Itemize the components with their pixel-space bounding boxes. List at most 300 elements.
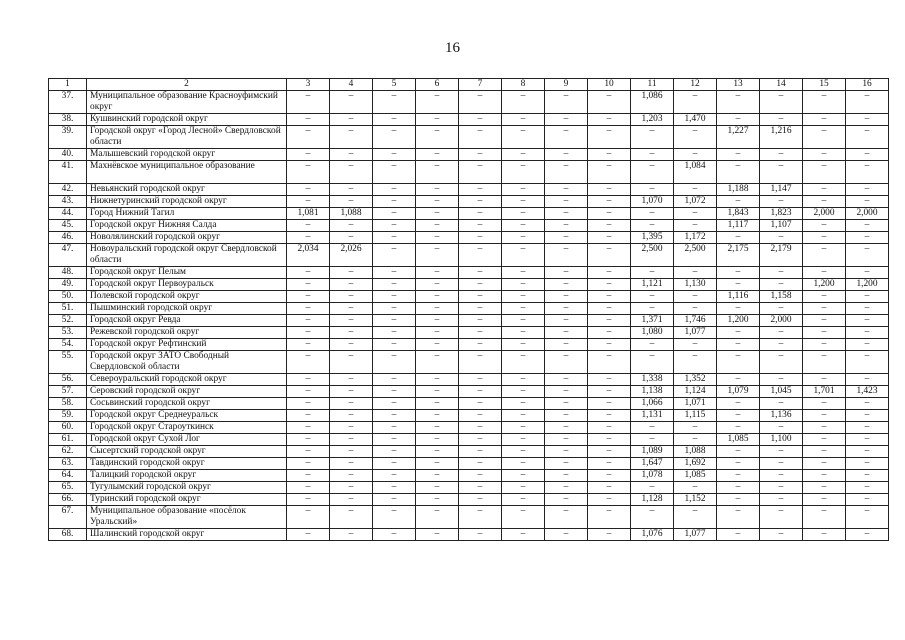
value-cell: 1,086 xyxy=(631,91,674,114)
value-cell: – xyxy=(416,244,459,267)
table-row xyxy=(49,91,889,114)
table-row xyxy=(49,422,889,434)
value-cell: – xyxy=(846,267,889,279)
table-row xyxy=(49,232,889,244)
value-cell: – xyxy=(502,446,545,458)
row-number: 66. xyxy=(49,494,87,506)
column-header: 11 xyxy=(631,79,674,91)
value-cell: – xyxy=(846,351,889,374)
value-cell: – xyxy=(674,422,717,434)
value-cell: – xyxy=(760,196,803,208)
column-header: 4 xyxy=(330,79,373,91)
value-cell: – xyxy=(416,303,459,315)
municipality-name: Нижнетуринский городской округ xyxy=(87,196,287,208)
value-cell: – xyxy=(545,114,588,126)
table-row xyxy=(49,315,889,327)
value-cell: – xyxy=(330,126,373,149)
value-cell: – xyxy=(803,446,846,458)
value-cell: – xyxy=(373,267,416,279)
value-cell: – xyxy=(416,374,459,386)
value-cell: – xyxy=(373,91,416,114)
value-cell: – xyxy=(330,422,373,434)
table-row xyxy=(49,220,889,232)
row-number: 65. xyxy=(49,482,87,494)
value-cell: 1,124 xyxy=(674,386,717,398)
page-number: 16 xyxy=(445,40,460,56)
value-cell: – xyxy=(588,114,631,126)
column-header: 15 xyxy=(803,79,846,91)
value-cell: – xyxy=(588,303,631,315)
value-cell: – xyxy=(287,422,330,434)
value-cell: – xyxy=(588,386,631,398)
value-cell: 1,070 xyxy=(631,196,674,208)
value-cell: – xyxy=(416,149,459,161)
value-cell: – xyxy=(631,482,674,494)
value-cell: 1,107 xyxy=(760,220,803,232)
value-cell: 1,084 xyxy=(674,161,717,184)
value-cell: – xyxy=(416,529,459,541)
municipality-name: Махнёвское муниципальное образование xyxy=(87,161,287,184)
value-cell: 1,115 xyxy=(674,410,717,422)
value-cell: 2,175 xyxy=(717,244,760,267)
table-row xyxy=(49,291,889,303)
value-cell: – xyxy=(545,398,588,410)
value-cell: – xyxy=(330,470,373,482)
value-cell: – xyxy=(287,279,330,291)
municipality-name: Режевской городской округ xyxy=(87,327,287,339)
value-cell: – xyxy=(846,434,889,446)
value-cell: 1,100 xyxy=(760,434,803,446)
value-cell: – xyxy=(674,303,717,315)
value-cell: – xyxy=(631,149,674,161)
value-cell: – xyxy=(803,506,846,529)
value-cell: – xyxy=(373,279,416,291)
value-cell: 2,026 xyxy=(330,244,373,267)
row-number: 55. xyxy=(49,351,87,374)
value-cell: 1,200 xyxy=(717,315,760,327)
value-cell: 1,121 xyxy=(631,279,674,291)
value-cell: – xyxy=(502,410,545,422)
value-cell: – xyxy=(416,220,459,232)
value-cell: – xyxy=(459,161,502,184)
value-cell: – xyxy=(717,232,760,244)
value-cell: – xyxy=(459,220,502,232)
value-cell: – xyxy=(287,339,330,351)
value-cell: – xyxy=(459,529,502,541)
table-row xyxy=(49,398,889,410)
value-cell: – xyxy=(416,339,459,351)
value-cell: – xyxy=(846,446,889,458)
value-cell: 2,000 xyxy=(846,208,889,220)
value-cell: – xyxy=(373,303,416,315)
value-cell: – xyxy=(330,327,373,339)
column-header: 2 xyxy=(87,79,287,91)
value-cell: – xyxy=(502,374,545,386)
value-cell: 1,071 xyxy=(674,398,717,410)
municipality-name: Городской округ Сухой Лог xyxy=(87,434,287,446)
value-cell: – xyxy=(846,196,889,208)
value-cell: – xyxy=(674,126,717,149)
value-cell: – xyxy=(545,267,588,279)
table-row xyxy=(49,446,889,458)
value-cell: – xyxy=(846,184,889,196)
value-cell: – xyxy=(631,126,674,149)
value-cell: 1,371 xyxy=(631,315,674,327)
value-cell: – xyxy=(373,291,416,303)
value-cell: – xyxy=(545,184,588,196)
value-cell: 1,085 xyxy=(717,434,760,446)
value-cell: 2,179 xyxy=(760,244,803,267)
column-header: 16 xyxy=(846,79,889,91)
value-cell: – xyxy=(803,184,846,196)
value-cell: – xyxy=(287,149,330,161)
value-cell: – xyxy=(416,386,459,398)
value-cell: – xyxy=(545,149,588,161)
municipality-name: Сысертский городской округ xyxy=(87,446,287,458)
value-cell: – xyxy=(760,339,803,351)
value-cell: – xyxy=(459,410,502,422)
value-cell: – xyxy=(502,232,545,244)
value-cell: 1,066 xyxy=(631,398,674,410)
value-cell: – xyxy=(803,327,846,339)
value-cell: – xyxy=(459,422,502,434)
value-cell: – xyxy=(373,196,416,208)
municipality-name: Пышминский городской округ xyxy=(87,303,287,315)
value-cell: – xyxy=(846,482,889,494)
value-cell: – xyxy=(287,315,330,327)
value-cell: – xyxy=(502,161,545,184)
value-cell: – xyxy=(459,351,502,374)
table-row xyxy=(49,434,889,446)
value-cell: – xyxy=(803,482,846,494)
row-number: 54. xyxy=(49,339,87,351)
row-number: 56. xyxy=(49,374,87,386)
value-cell: – xyxy=(717,458,760,470)
table-row xyxy=(49,244,889,267)
value-cell: – xyxy=(588,494,631,506)
value-cell: – xyxy=(287,126,330,149)
value-cell: – xyxy=(459,232,502,244)
value-cell: 1,076 xyxy=(631,529,674,541)
value-cell: – xyxy=(330,291,373,303)
value-cell: – xyxy=(287,386,330,398)
column-header: 5 xyxy=(373,79,416,91)
value-cell: – xyxy=(588,327,631,339)
value-cell: – xyxy=(287,494,330,506)
value-cell: – xyxy=(416,422,459,434)
value-cell: – xyxy=(416,208,459,220)
value-cell: – xyxy=(459,267,502,279)
municipality-name: Городской округ Нижняя Салда xyxy=(87,220,287,232)
value-cell: – xyxy=(330,220,373,232)
municipality-name: Городской округ Среднеуральск xyxy=(87,410,287,422)
value-cell: – xyxy=(803,126,846,149)
row-number: 46. xyxy=(49,232,87,244)
value-cell: – xyxy=(416,434,459,446)
value-cell: – xyxy=(760,279,803,291)
value-cell: – xyxy=(330,184,373,196)
municipality-name: Кушвинский городской округ xyxy=(87,114,287,126)
value-cell: 1,395 xyxy=(631,232,674,244)
row-number: 64. xyxy=(49,470,87,482)
value-cell: – xyxy=(717,279,760,291)
column-header: 9 xyxy=(545,79,588,91)
value-cell: – xyxy=(717,422,760,434)
value-cell: – xyxy=(416,327,459,339)
value-cell: – xyxy=(846,470,889,482)
value-cell: – xyxy=(330,114,373,126)
row-number: 57. xyxy=(49,386,87,398)
value-cell: – xyxy=(373,494,416,506)
value-cell: – xyxy=(545,529,588,541)
value-cell: – xyxy=(330,232,373,244)
value-cell: 1,338 xyxy=(631,374,674,386)
value-cell: – xyxy=(631,184,674,196)
value-cell: – xyxy=(416,232,459,244)
value-cell: – xyxy=(803,232,846,244)
value-cell: 1,701 xyxy=(803,386,846,398)
value-cell: – xyxy=(631,422,674,434)
value-cell: 1,692 xyxy=(674,458,717,470)
table-row xyxy=(49,114,889,126)
value-cell: 1,147 xyxy=(760,184,803,196)
value-cell: – xyxy=(545,220,588,232)
table-row xyxy=(49,470,889,482)
value-cell: 1,470 xyxy=(674,114,717,126)
value-cell: 1,138 xyxy=(631,386,674,398)
value-cell: – xyxy=(287,470,330,482)
value-cell: – xyxy=(631,267,674,279)
value-cell: – xyxy=(846,410,889,422)
value-cell: – xyxy=(545,470,588,482)
value-cell: – xyxy=(287,161,330,184)
value-cell: – xyxy=(287,267,330,279)
value-cell: 1,117 xyxy=(717,220,760,232)
row-number: 50. xyxy=(49,291,87,303)
value-cell: – xyxy=(416,446,459,458)
value-cell: – xyxy=(588,161,631,184)
row-number: 38. xyxy=(49,114,87,126)
value-cell: – xyxy=(674,506,717,529)
value-cell: 1,079 xyxy=(717,386,760,398)
municipality-name: Городской округ Староуткинск xyxy=(87,422,287,434)
value-cell: – xyxy=(287,232,330,244)
value-cell: – xyxy=(545,126,588,149)
value-cell: – xyxy=(717,410,760,422)
value-cell: – xyxy=(846,529,889,541)
table-row xyxy=(49,494,889,506)
value-cell: – xyxy=(287,220,330,232)
value-cell: 2,500 xyxy=(674,244,717,267)
value-cell: – xyxy=(330,529,373,541)
value-cell: – xyxy=(373,470,416,482)
value-cell: – xyxy=(287,434,330,446)
value-cell: – xyxy=(846,149,889,161)
municipality-name: Муниципальное образование Красноуфимский округ xyxy=(87,91,287,114)
value-cell: – xyxy=(330,410,373,422)
value-cell: – xyxy=(717,470,760,482)
value-cell: 1,078 xyxy=(631,470,674,482)
value-cell: – xyxy=(502,327,545,339)
value-cell: – xyxy=(631,434,674,446)
value-cell: – xyxy=(760,327,803,339)
value-cell: – xyxy=(373,232,416,244)
value-cell: – xyxy=(631,351,674,374)
value-cell: – xyxy=(416,351,459,374)
table-row xyxy=(49,327,889,339)
value-cell: – xyxy=(717,327,760,339)
value-cell: – xyxy=(803,267,846,279)
value-cell: – xyxy=(760,398,803,410)
value-cell: – xyxy=(846,315,889,327)
value-cell: – xyxy=(846,244,889,267)
value-cell: – xyxy=(373,422,416,434)
value-cell: 1,158 xyxy=(760,291,803,303)
value-cell: – xyxy=(846,494,889,506)
row-number: 42. xyxy=(49,184,87,196)
value-cell: – xyxy=(416,458,459,470)
value-cell: – xyxy=(846,339,889,351)
value-cell: – xyxy=(459,398,502,410)
value-cell: 1,072 xyxy=(674,196,717,208)
value-cell: – xyxy=(373,244,416,267)
value-cell: – xyxy=(502,339,545,351)
value-cell: – xyxy=(373,184,416,196)
value-cell: – xyxy=(330,458,373,470)
row-number: 41. xyxy=(49,161,87,184)
municipality-name: Городской округ Ревда xyxy=(87,315,287,327)
row-number: 40. xyxy=(49,149,87,161)
table-row xyxy=(49,161,889,184)
value-cell: – xyxy=(631,220,674,232)
value-cell: – xyxy=(588,374,631,386)
value-cell: – xyxy=(631,161,674,184)
value-cell: – xyxy=(588,410,631,422)
value-cell: – xyxy=(416,196,459,208)
value-cell: – xyxy=(760,161,803,184)
value-cell: – xyxy=(416,91,459,114)
value-cell: – xyxy=(545,196,588,208)
row-number: 67. xyxy=(49,506,87,529)
table-row xyxy=(49,386,889,398)
value-cell: – xyxy=(803,303,846,315)
value-cell: – xyxy=(287,529,330,541)
value-cell: – xyxy=(330,398,373,410)
value-cell: – xyxy=(588,267,631,279)
value-cell: – xyxy=(373,339,416,351)
value-cell: – xyxy=(502,506,545,529)
value-cell: – xyxy=(846,291,889,303)
value-cell: – xyxy=(588,482,631,494)
value-cell: – xyxy=(588,149,631,161)
value-cell: – xyxy=(545,458,588,470)
value-cell: – xyxy=(416,291,459,303)
value-cell: – xyxy=(674,291,717,303)
value-cell: – xyxy=(287,458,330,470)
value-cell: – xyxy=(416,410,459,422)
row-number: 44. xyxy=(49,208,87,220)
value-cell: – xyxy=(717,494,760,506)
value-cell: – xyxy=(674,208,717,220)
value-cell: – xyxy=(459,458,502,470)
row-number: 47. xyxy=(49,244,87,267)
value-cell: – xyxy=(803,161,846,184)
value-cell: – xyxy=(760,446,803,458)
value-cell: – xyxy=(803,339,846,351)
value-cell: – xyxy=(717,149,760,161)
value-cell: – xyxy=(373,315,416,327)
value-cell: – xyxy=(760,351,803,374)
value-cell: – xyxy=(459,244,502,267)
value-cell: – xyxy=(287,91,330,114)
value-cell: – xyxy=(631,291,674,303)
value-cell: 2,000 xyxy=(760,315,803,327)
value-cell: – xyxy=(330,374,373,386)
municipality-name: Тавдинский городской округ xyxy=(87,458,287,470)
municipality-name: Тугулымский городской округ xyxy=(87,482,287,494)
value-cell: 1,823 xyxy=(760,208,803,220)
value-cell: – xyxy=(373,149,416,161)
table-row xyxy=(49,279,889,291)
value-cell: – xyxy=(545,446,588,458)
table-row xyxy=(49,339,889,351)
value-cell: – xyxy=(502,422,545,434)
value-cell: – xyxy=(545,291,588,303)
row-number: 68. xyxy=(49,529,87,541)
column-header: 1 xyxy=(49,79,87,91)
value-cell: – xyxy=(588,398,631,410)
value-cell: – xyxy=(674,184,717,196)
municipality-name: Шалинский городской округ xyxy=(87,529,287,541)
value-cell: – xyxy=(416,267,459,279)
value-cell: 1,203 xyxy=(631,114,674,126)
value-cell: – xyxy=(459,114,502,126)
value-cell: – xyxy=(416,184,459,196)
value-cell: – xyxy=(330,149,373,161)
value-cell: – xyxy=(502,529,545,541)
value-cell: – xyxy=(803,374,846,386)
value-cell: – xyxy=(760,506,803,529)
value-cell: – xyxy=(416,315,459,327)
value-cell: – xyxy=(287,482,330,494)
value-cell: – xyxy=(330,91,373,114)
value-cell: – xyxy=(674,482,717,494)
value-cell: – xyxy=(631,506,674,529)
value-cell: – xyxy=(373,126,416,149)
value-cell: – xyxy=(717,446,760,458)
value-cell: – xyxy=(459,374,502,386)
municipality-name: Малышевский городской округ xyxy=(87,149,287,161)
value-cell: – xyxy=(287,184,330,196)
value-cell: – xyxy=(459,196,502,208)
value-cell: – xyxy=(459,315,502,327)
value-cell: – xyxy=(416,398,459,410)
value-cell: 1,843 xyxy=(717,208,760,220)
row-number: 61. xyxy=(49,434,87,446)
value-cell: – xyxy=(545,339,588,351)
value-cell: – xyxy=(760,232,803,244)
value-cell: – xyxy=(545,244,588,267)
value-cell: – xyxy=(760,529,803,541)
value-cell: – xyxy=(588,244,631,267)
value-cell: – xyxy=(588,446,631,458)
value-cell: 1,131 xyxy=(631,410,674,422)
row-number: 51. xyxy=(49,303,87,315)
value-cell: – xyxy=(416,161,459,184)
value-cell: – xyxy=(846,506,889,529)
value-cell: – xyxy=(588,351,631,374)
value-cell: – xyxy=(803,196,846,208)
